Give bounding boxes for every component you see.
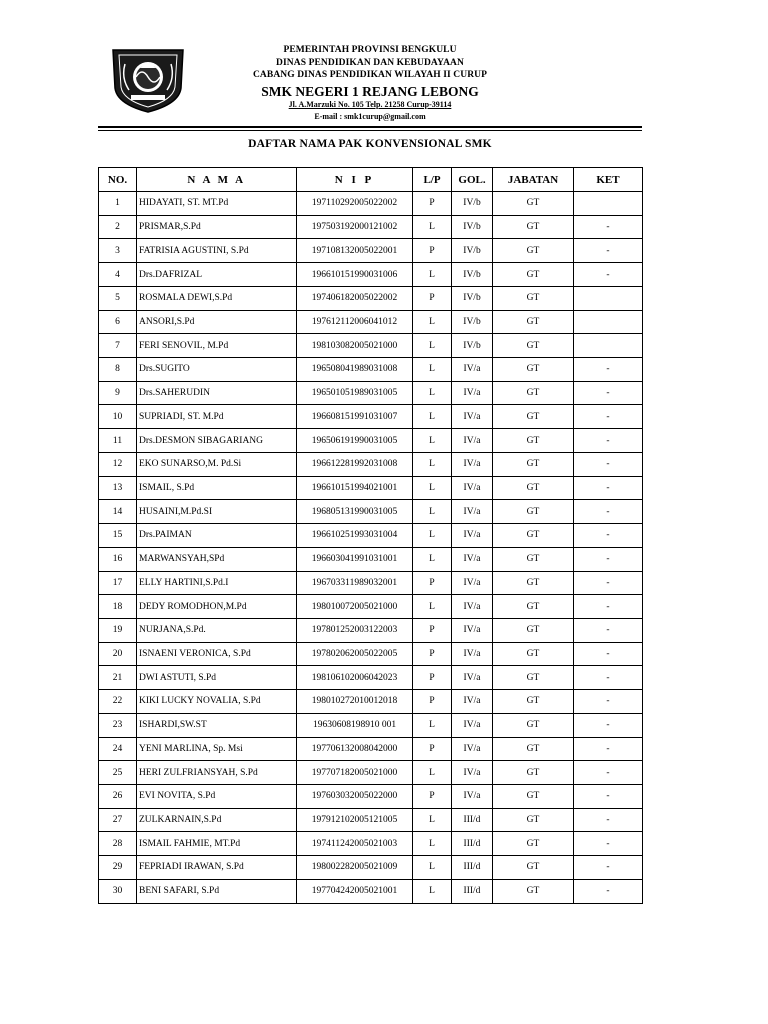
cell-gol: IV/b bbox=[452, 263, 493, 287]
cell-ket: - bbox=[574, 547, 643, 571]
letterhead-thick-rule bbox=[98, 126, 642, 128]
cell-gol: IV/b bbox=[452, 286, 493, 310]
table-row bbox=[99, 263, 643, 287]
header-nip: N I P bbox=[297, 168, 413, 192]
header-ket: KET bbox=[574, 168, 643, 192]
cell-lp: L bbox=[413, 595, 452, 619]
letterhead-email: E-mail : smk1curup@gmail.com bbox=[314, 111, 426, 121]
cell-lp: L bbox=[413, 405, 452, 429]
cell-nip: 197503192000121002 bbox=[297, 215, 413, 239]
cell-nip: 196603041991031001 bbox=[297, 547, 413, 571]
cell-no: 24 bbox=[99, 737, 137, 761]
cell-lp: P bbox=[413, 642, 452, 666]
cell-ket: - bbox=[574, 571, 643, 595]
school-emblem-logo bbox=[109, 44, 187, 114]
cell-no: 4 bbox=[99, 263, 137, 287]
cell-nama: FEPRIADI IRAWAN, S.Pd bbox=[137, 856, 297, 880]
cell-nama: HIDAYATI, ST. MT.Pd bbox=[137, 192, 297, 216]
cell-lp: L bbox=[413, 215, 452, 239]
cell-nip: 197802062005022005 bbox=[297, 642, 413, 666]
cell-ket: - bbox=[574, 784, 643, 808]
cell-nama: ISHARDI,SW.ST bbox=[137, 713, 297, 737]
cell-lp: L bbox=[413, 808, 452, 832]
cell-nama: HUSAINI,M.Pd.SI bbox=[137, 500, 297, 524]
cell-jabatan: GT bbox=[493, 476, 574, 500]
cell-gol: IV/a bbox=[452, 452, 493, 476]
table-row bbox=[99, 452, 643, 476]
cell-nama: PRISMAR,S.Pd bbox=[137, 215, 297, 239]
cell-gol: IV/b bbox=[452, 192, 493, 216]
table-row bbox=[99, 215, 643, 239]
cell-ket: - bbox=[574, 500, 643, 524]
header-nama: N A M A bbox=[137, 168, 297, 192]
cell-jabatan: GT bbox=[493, 642, 574, 666]
cell-lp: P bbox=[413, 571, 452, 595]
cell-jabatan: GT bbox=[493, 381, 574, 405]
cell-nama: ROSMALA DEWI,S.Pd bbox=[137, 286, 297, 310]
cell-ket: - bbox=[574, 808, 643, 832]
cell-jabatan: GT bbox=[493, 239, 574, 263]
cell-gol: IV/a bbox=[452, 358, 493, 382]
table-row bbox=[99, 761, 643, 785]
cell-nip: 197801252003122003 bbox=[297, 618, 413, 642]
cell-nama: ELLY HARTINI,S.Pd.I bbox=[137, 571, 297, 595]
cell-jabatan: GT bbox=[493, 429, 574, 453]
cell-jabatan: GT bbox=[493, 571, 574, 595]
cell-jabatan: GT bbox=[493, 761, 574, 785]
cell-jabatan: GT bbox=[493, 737, 574, 761]
cell-nip: 197707182005021000 bbox=[297, 761, 413, 785]
cell-lp: P bbox=[413, 666, 452, 690]
cell-gol: IV/a bbox=[452, 524, 493, 548]
cell-nip: 197612112006041012 bbox=[297, 310, 413, 334]
cell-lp: L bbox=[413, 263, 452, 287]
cell-no: 11 bbox=[99, 429, 137, 453]
cell-ket: - bbox=[574, 239, 643, 263]
table-row bbox=[99, 239, 643, 263]
cell-lp: L bbox=[413, 500, 452, 524]
table-row bbox=[99, 192, 643, 216]
cell-no: 19 bbox=[99, 618, 137, 642]
cell-no: 30 bbox=[99, 879, 137, 903]
cell-jabatan: GT bbox=[493, 286, 574, 310]
cell-ket: - bbox=[574, 879, 643, 903]
table-row bbox=[99, 547, 643, 571]
cell-nip: 197603032005022000 bbox=[297, 784, 413, 808]
cell-nama: FATRISIA AGUSTINI, S.Pd bbox=[137, 239, 297, 263]
cell-no: 9 bbox=[99, 381, 137, 405]
cell-lp: L bbox=[413, 524, 452, 548]
cell-no: 23 bbox=[99, 713, 137, 737]
cell-ket: - bbox=[574, 524, 643, 548]
cell-jabatan: GT bbox=[493, 405, 574, 429]
table-row bbox=[99, 690, 643, 714]
cell-nama: DEDY ROMODHON,M.Pd bbox=[137, 595, 297, 619]
cell-jabatan: GT bbox=[493, 500, 574, 524]
cell-lp: P bbox=[413, 192, 452, 216]
cell-lp: P bbox=[413, 690, 452, 714]
cell-ket: - bbox=[574, 690, 643, 714]
cell-nip: 196501051989031005 bbox=[297, 381, 413, 405]
table-row bbox=[99, 476, 643, 500]
cell-jabatan: GT bbox=[493, 618, 574, 642]
cell-ket: - bbox=[574, 263, 643, 287]
table-row bbox=[99, 618, 643, 642]
cell-nama: ISNAENI VERONICA, S.Pd bbox=[137, 642, 297, 666]
cell-nama: ISMAIL, S.Pd bbox=[137, 476, 297, 500]
cell-lp: L bbox=[413, 334, 452, 358]
cell-nip: 197108132005022001 bbox=[297, 239, 413, 263]
cell-no: 27 bbox=[99, 808, 137, 832]
cell-nip: 196805131990031005 bbox=[297, 500, 413, 524]
table-row bbox=[99, 381, 643, 405]
cell-nama: DWI ASTUTI, S.Pd bbox=[137, 666, 297, 690]
cell-nama: Drs.PAIMAN bbox=[137, 524, 297, 548]
cell-nip: 196608151991031007 bbox=[297, 405, 413, 429]
letterhead-school-name: SMK NEGERI 1 REJANG LEBONG bbox=[261, 83, 479, 99]
staff-table bbox=[98, 167, 643, 904]
cell-gol: III/d bbox=[452, 832, 493, 856]
cell-gol: IV/a bbox=[452, 381, 493, 405]
cell-lp: L bbox=[413, 358, 452, 382]
cell-nama: NURJANA,S.Pd. bbox=[137, 618, 297, 642]
cell-lp: P bbox=[413, 618, 452, 642]
cell-nama: Drs.DAFRIZAL bbox=[137, 263, 297, 287]
cell-no: 12 bbox=[99, 452, 137, 476]
cell-nip: 198002282005021009 bbox=[297, 856, 413, 880]
cell-no: 20 bbox=[99, 642, 137, 666]
cell-ket: - bbox=[574, 595, 643, 619]
cell-jabatan: GT bbox=[493, 215, 574, 239]
cell-ket bbox=[574, 286, 643, 310]
cell-nama: EVI NOVITA, S.Pd bbox=[137, 784, 297, 808]
cell-jabatan: GT bbox=[493, 879, 574, 903]
cell-no: 8 bbox=[99, 358, 137, 382]
cell-gol: IV/a bbox=[452, 429, 493, 453]
letterhead-address: Jl. A.Marzuki No. 105 Telp. 21258 Curup-39114 bbox=[288, 99, 452, 109]
cell-ket: - bbox=[574, 666, 643, 690]
cell-nama: KIKI LUCKY NOVALIA, S.Pd bbox=[137, 690, 297, 714]
cell-jabatan: GT bbox=[493, 524, 574, 548]
cell-no: 22 bbox=[99, 690, 137, 714]
cell-nip: 196610151994021001 bbox=[297, 476, 413, 500]
cell-nip: 197411242005021003 bbox=[297, 832, 413, 856]
cell-ket: - bbox=[574, 856, 643, 880]
cell-gol: IV/a bbox=[452, 547, 493, 571]
cell-lp: P bbox=[413, 286, 452, 310]
cell-ket: - bbox=[574, 215, 643, 239]
table-row bbox=[99, 405, 643, 429]
cell-nama: ZULKARNAIN,S.Pd bbox=[137, 808, 297, 832]
table-row bbox=[99, 310, 643, 334]
table-row bbox=[99, 642, 643, 666]
table-row bbox=[99, 524, 643, 548]
cell-nama: ISMAIL FAHMIE, MT.Pd bbox=[137, 832, 297, 856]
cell-gol: IV/a bbox=[452, 476, 493, 500]
cell-ket: - bbox=[574, 381, 643, 405]
cell-gol: IV/a bbox=[452, 618, 493, 642]
cell-gol: IV/a bbox=[452, 784, 493, 808]
cell-ket: - bbox=[574, 761, 643, 785]
cell-nama: SUPRIADI, ST. M.Pd bbox=[137, 405, 297, 429]
cell-gol: IV/b bbox=[452, 334, 493, 358]
cell-lp: L bbox=[413, 713, 452, 737]
cell-no: 6 bbox=[99, 310, 137, 334]
letterhead-department: DINAS PENDIDIKAN DAN KEBUDAYAAN bbox=[276, 57, 464, 68]
cell-jabatan: GT bbox=[493, 784, 574, 808]
cell-jabatan: GT bbox=[493, 713, 574, 737]
table-row bbox=[99, 666, 643, 690]
cell-gol: IV/b bbox=[452, 215, 493, 239]
cell-gol: III/d bbox=[452, 808, 493, 832]
cell-nama: MARWANSYAH,SPd bbox=[137, 547, 297, 571]
header-jabatan: JABATAN bbox=[493, 168, 574, 192]
cell-no: 28 bbox=[99, 832, 137, 856]
table-row bbox=[99, 595, 643, 619]
cell-no: 21 bbox=[99, 666, 137, 690]
cell-jabatan: GT bbox=[493, 595, 574, 619]
cell-gol: IV/a bbox=[452, 761, 493, 785]
cell-lp: P bbox=[413, 737, 452, 761]
cell-no: 7 bbox=[99, 334, 137, 358]
cell-ket: - bbox=[574, 737, 643, 761]
cell-no: 3 bbox=[99, 239, 137, 263]
cell-jabatan: GT bbox=[493, 690, 574, 714]
cell-jabatan: GT bbox=[493, 334, 574, 358]
cell-lp: L bbox=[413, 547, 452, 571]
cell-nama: ANSORI,S.Pd bbox=[137, 310, 297, 334]
cell-gol: IV/a bbox=[452, 571, 493, 595]
table-row bbox=[99, 286, 643, 310]
cell-ket: - bbox=[574, 476, 643, 500]
cell-no: 13 bbox=[99, 476, 137, 500]
cell-ket: - bbox=[574, 358, 643, 382]
cell-nip: 197706132008042000 bbox=[297, 737, 413, 761]
cell-no: 5 bbox=[99, 286, 137, 310]
cell-nip: 198103082005021000 bbox=[297, 334, 413, 358]
cell-no: 18 bbox=[99, 595, 137, 619]
cell-no: 14 bbox=[99, 500, 137, 524]
table-row bbox=[99, 500, 643, 524]
cell-gol: IV/a bbox=[452, 595, 493, 619]
cell-nama: BENI SAFARI, S.Pd bbox=[137, 879, 297, 903]
table-row bbox=[99, 334, 643, 358]
cell-lp: L bbox=[413, 832, 452, 856]
cell-gol: III/d bbox=[452, 856, 493, 880]
cell-nip: 196703311989032001 bbox=[297, 571, 413, 595]
table-header-row bbox=[99, 168, 643, 192]
cell-gol: IV/b bbox=[452, 239, 493, 263]
table-row bbox=[99, 358, 643, 382]
cell-gol: IV/a bbox=[452, 737, 493, 761]
cell-jabatan: GT bbox=[493, 310, 574, 334]
cell-nama: YENI MARLINA, Sp. Msi bbox=[137, 737, 297, 761]
table-row bbox=[99, 832, 643, 856]
cell-jabatan: GT bbox=[493, 856, 574, 880]
cell-nip: 197110292005022002 bbox=[297, 192, 413, 216]
cell-nip: 196610251993031004 bbox=[297, 524, 413, 548]
cell-lp: P bbox=[413, 239, 452, 263]
cell-jabatan: GT bbox=[493, 263, 574, 287]
table-row bbox=[99, 784, 643, 808]
table-row bbox=[99, 571, 643, 595]
cell-nip: 198106102006042023 bbox=[297, 666, 413, 690]
cell-no: 1 bbox=[99, 192, 137, 216]
table-row bbox=[99, 808, 643, 832]
cell-ket: - bbox=[574, 642, 643, 666]
header-no: NO. bbox=[99, 168, 137, 192]
cell-nama: EKO SUNARSO,M. Pd.Si bbox=[137, 452, 297, 476]
cell-no: 26 bbox=[99, 784, 137, 808]
cell-jabatan: GT bbox=[493, 192, 574, 216]
letterhead-thin-rule bbox=[98, 130, 642, 131]
cell-gol: IV/a bbox=[452, 690, 493, 714]
cell-lp: L bbox=[413, 381, 452, 405]
cell-no: 17 bbox=[99, 571, 137, 595]
document-title: DAFTAR NAMA PAK KONVENSIONAL SMK bbox=[248, 138, 492, 150]
cell-no: 10 bbox=[99, 405, 137, 429]
letterhead-government: PEMERINTAH PROVINSI BENGKULU bbox=[283, 45, 457, 55]
cell-ket: - bbox=[574, 429, 643, 453]
header-gol: GOL. bbox=[452, 168, 493, 192]
cell-jabatan: GT bbox=[493, 666, 574, 690]
letterhead-branch: CABANG DINAS PENDIDIKAN WILAYAH II CURUP bbox=[252, 70, 488, 80]
cell-ket: - bbox=[574, 713, 643, 737]
cell-nama: Drs.DESMON SIBAGARIANG bbox=[137, 429, 297, 453]
cell-gol: IV/a bbox=[452, 405, 493, 429]
cell-nip: 196610151990031006 bbox=[297, 263, 413, 287]
cell-gol: IV/a bbox=[452, 713, 493, 737]
cell-lp: L bbox=[413, 856, 452, 880]
cell-no: 16 bbox=[99, 547, 137, 571]
cell-ket: - bbox=[574, 405, 643, 429]
table-body bbox=[99, 192, 643, 904]
cell-lp: L bbox=[413, 761, 452, 785]
table-row bbox=[99, 856, 643, 880]
cell-nip: 196612281992031008 bbox=[297, 452, 413, 476]
cell-jabatan: GT bbox=[493, 358, 574, 382]
cell-nip: 197912102005121005 bbox=[297, 808, 413, 832]
cell-lp: L bbox=[413, 429, 452, 453]
cell-lp: P bbox=[413, 784, 452, 808]
cell-nip: 19630608198910 001 bbox=[297, 713, 413, 737]
cell-nama: Drs.SAHERUDIN bbox=[137, 381, 297, 405]
cell-nip: 198010072005021000 bbox=[297, 595, 413, 619]
cell-lp: L bbox=[413, 310, 452, 334]
cell-nip: 197406182005022002 bbox=[297, 286, 413, 310]
cell-nama: Drs.SUGITO bbox=[137, 358, 297, 382]
cell-gol: III/d bbox=[452, 879, 493, 903]
cell-ket bbox=[574, 192, 643, 216]
cell-lp: L bbox=[413, 452, 452, 476]
cell-jabatan: GT bbox=[493, 832, 574, 856]
cell-no: 29 bbox=[99, 856, 137, 880]
cell-no: 15 bbox=[99, 524, 137, 548]
table-row bbox=[99, 713, 643, 737]
table-row bbox=[99, 879, 643, 903]
cell-nama: FERI SENOVIL, M.Pd bbox=[137, 334, 297, 358]
cell-gol: IV/a bbox=[452, 666, 493, 690]
cell-lp: L bbox=[413, 879, 452, 903]
cell-nip: 197704242005021001 bbox=[297, 879, 413, 903]
letterhead bbox=[190, 44, 550, 122]
header-lp: L/P bbox=[413, 168, 452, 192]
cell-nip: 196506191990031005 bbox=[297, 429, 413, 453]
cell-no: 25 bbox=[99, 761, 137, 785]
cell-nip: 198010272010012018 bbox=[297, 690, 413, 714]
cell-jabatan: GT bbox=[493, 452, 574, 476]
table-row bbox=[99, 737, 643, 761]
table-row bbox=[99, 429, 643, 453]
cell-gol: IV/a bbox=[452, 500, 493, 524]
cell-ket bbox=[574, 334, 643, 358]
cell-ket bbox=[574, 310, 643, 334]
cell-no: 2 bbox=[99, 215, 137, 239]
cell-nip: 196508041989031008 bbox=[297, 358, 413, 382]
cell-ket: - bbox=[574, 618, 643, 642]
cell-nama: HERI ZULFRIANSYAH, S.Pd bbox=[137, 761, 297, 785]
cell-gol: IV/a bbox=[452, 642, 493, 666]
cell-jabatan: GT bbox=[493, 808, 574, 832]
cell-gol: IV/b bbox=[452, 310, 493, 334]
cell-lp: L bbox=[413, 476, 452, 500]
cell-jabatan: GT bbox=[493, 547, 574, 571]
cell-ket: - bbox=[574, 832, 643, 856]
cell-ket: - bbox=[574, 452, 643, 476]
